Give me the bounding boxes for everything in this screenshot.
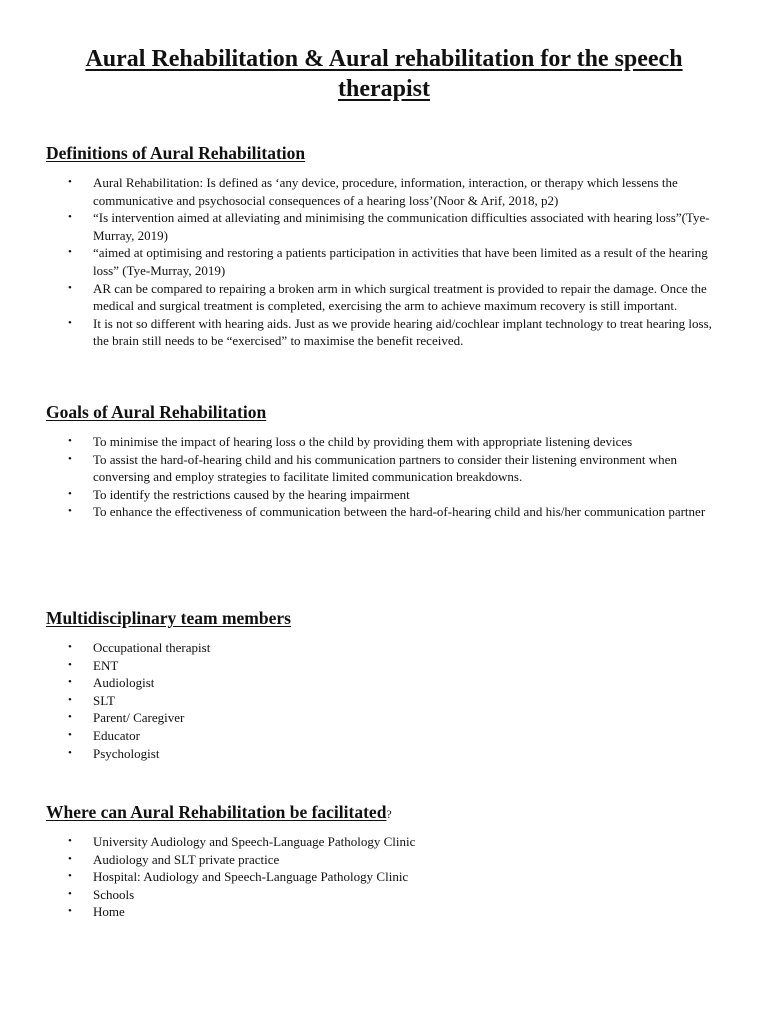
list-item (0, 639, 768, 657)
bullet-icon: • (68, 316, 72, 329)
list-item (0, 868, 768, 886)
list-item-text: Hospital: Audiology and Speech-Language Pathology Clinic (93, 869, 409, 885)
bullet-icon: • (68, 870, 72, 883)
list-item (0, 315, 768, 350)
list-item (0, 451, 768, 486)
list-item (0, 486, 768, 504)
bullet-icon: • (68, 281, 72, 294)
list-item (0, 209, 768, 244)
section-heading-text: Definitions of Aural Rehabilitation (46, 143, 306, 163)
list-item-text: Home (93, 904, 125, 920)
list-item-text: SLT (93, 692, 115, 708)
list-item-text: University Audiology and Speech-Language Pathology Clinic (93, 834, 416, 849)
list-item (0, 886, 768, 904)
bullet-icon: • (68, 711, 72, 724)
bullet-icon: • (68, 887, 72, 900)
document-title: Aural Rehabilitation & Aural rehabilitation for the speech therapist (85, 46, 683, 102)
bullet-icon: • (68, 176, 72, 188)
list-item-text: Audiology and SLT private practice (93, 851, 280, 867)
bullet-icon: • (68, 246, 72, 259)
list-item (0, 657, 768, 675)
bullet-icon: • (68, 693, 72, 706)
list-item-text: Occupational therapist (93, 640, 211, 655)
list-item-text: Educator (93, 727, 140, 743)
list-item-text: “Is intervention aimed at alleviating and minimising the communication difficulties associated with hearing loss”(Tye-Murray, 2019) (93, 210, 710, 243)
section-heading-text: Multidisciplinary team members (46, 608, 291, 628)
bullet-icon: • (68, 746, 72, 759)
list-item-text: Parent/ Caregiver (93, 710, 185, 726)
section-heading-goals (46, 401, 266, 425)
list-item-text: Audiologist (93, 675, 155, 691)
list-item-text: “aimed at optimising and restoring a patients participation in activities that have been limited as a result of the hearing loss” (Tye-Murray, 2019) (93, 245, 708, 278)
list-item (0, 851, 768, 869)
list-item-text: To minimise the impact of hearing loss o the child by providing them with appropriate listening devices (93, 434, 633, 449)
section-heading-text: Goals of Aural Rehabilitation (46, 402, 267, 422)
list-item (0, 833, 768, 851)
list-item (0, 727, 768, 745)
bullet-icon: • (68, 487, 72, 500)
goals-list (0, 433, 768, 521)
list-item-text: To assist the hard-of-hearing child and his communication partners to consider their listening environment when conversing and employ strategies to facilitate limited communication breakdowns. (93, 451, 677, 485)
list-item-text: Psychologist (93, 745, 160, 761)
list-item (0, 174, 768, 209)
list-item (0, 903, 768, 921)
bullet-icon: • (68, 658, 72, 671)
definitions-list (0, 174, 768, 350)
section-heading-suffix: ? (386, 807, 392, 821)
list-item (0, 433, 768, 451)
list-item-text: AR can be compared to repairing a broken arm in which surgical treatment is provided to repair the damage. Once the medical and surgical treatment is completed, exercising the arm to achieve maximum recovery is still important. (93, 280, 707, 314)
list-item-text: To enhance the effectiveness of communication between the hard-of-hearing child and his/her communication partner (93, 504, 706, 520)
list-item (0, 674, 768, 692)
section-heading-definitions (46, 142, 305, 166)
list-item-text: Schools (93, 886, 135, 902)
list-item (0, 503, 768, 521)
facilitation-locations-list (0, 833, 768, 921)
list-item (0, 745, 768, 763)
section-heading-text: Where can Aural Rehabilitation be facilitated (46, 802, 387, 822)
bullet-icon: • (68, 852, 72, 865)
list-item (0, 709, 768, 727)
list-item-text: ENT (93, 657, 119, 673)
section-heading-team-members (46, 607, 291, 631)
bullet-icon: • (68, 835, 72, 847)
bullet-icon: • (68, 641, 72, 653)
section-heading-facilitation-locations (46, 801, 392, 825)
bullet-icon: • (68, 728, 72, 741)
bullet-icon: • (68, 676, 72, 689)
list-item (0, 692, 768, 710)
list-item (0, 244, 768, 279)
team-members-list (0, 639, 768, 762)
list-item (0, 280, 768, 315)
list-item-text: To identify the restrictions caused by the hearing impairment (93, 486, 410, 502)
bullet-icon: • (68, 211, 72, 224)
bullet-icon: • (68, 435, 72, 447)
bullet-icon: • (68, 452, 72, 465)
bullet-icon: • (68, 505, 72, 518)
bullet-icon: • (68, 905, 72, 918)
list-item-text: It is not so different with hearing aids. Just as we provide hearing aid/cochlear implant technology to treat hearing loss, the brain still needs to be “exercised” to maximise the benefit received. (93, 315, 712, 349)
list-item-text: Aural Rehabilitation: Is defined as ‘any device, procedure, information, interaction, or therapy which lessens the communicative and psychosocial consequences of a hearing loss’(Noor & Arif, 2018, p2) (93, 175, 678, 208)
